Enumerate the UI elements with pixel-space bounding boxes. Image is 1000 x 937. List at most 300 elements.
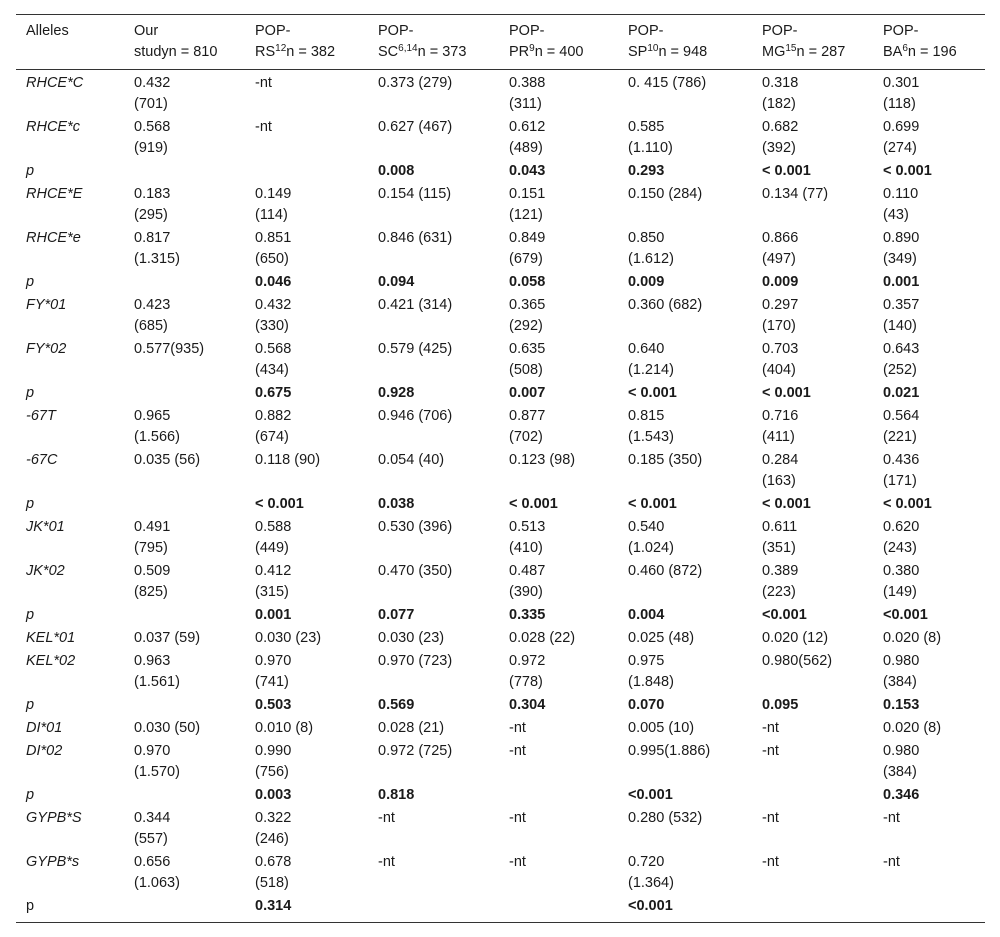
allele-name: DI*01 <box>26 720 63 736</box>
p-value-cell <box>752 604 873 627</box>
frequency-value: 0.360 (682) <box>628 297 703 313</box>
frequency-value: 0.373 (279) <box>378 75 453 91</box>
header-pop-ref: 9 <box>529 43 535 54</box>
p-value-cell <box>499 694 618 717</box>
frequency-value: -nt <box>255 119 272 135</box>
frequency-value: 0.380 <box>883 563 920 579</box>
frequency-cell <box>873 717 985 740</box>
frequency-cell <box>124 627 245 650</box>
p-value: <0.001 <box>762 607 807 623</box>
frequency-cell <box>873 449 985 493</box>
allele-row <box>16 717 985 740</box>
p-value-cell <box>618 694 752 717</box>
p-value: 0.928 <box>378 385 415 401</box>
frequency-cell <box>245 627 368 650</box>
p-value-cell <box>124 604 245 627</box>
frequency-value: 0.530 (396) <box>378 519 453 535</box>
p-value-cell <box>124 493 245 516</box>
count-value: (140) <box>883 318 917 334</box>
count-value: (650) <box>255 251 289 267</box>
frequency-cell <box>124 116 245 160</box>
count-value: (825) <box>134 584 168 600</box>
p-value: 0.008 <box>378 163 415 179</box>
p-value-row <box>16 895 985 923</box>
frequency-value: 0.487 <box>509 563 546 579</box>
frequency-value: 0.028 (22) <box>509 630 576 646</box>
count-value: (404) <box>762 362 796 378</box>
frequency-cell <box>124 449 245 493</box>
frequency-value: 0.970 <box>255 653 292 669</box>
allele-name: GYPB*s <box>26 854 80 870</box>
frequency-cell <box>873 116 985 160</box>
frequency-value: 0.890 <box>883 230 920 246</box>
frequency-value: 0.412 <box>255 563 292 579</box>
p-value: 0.314 <box>255 898 292 914</box>
frequency-cell <box>124 516 245 560</box>
frequency-value: 0.357 <box>883 297 920 313</box>
frequency-cell <box>368 70 499 117</box>
frequency-cell <box>873 650 985 694</box>
header-pop-n: n = 196 <box>907 44 957 60</box>
frequency-cell <box>499 227 618 271</box>
p-value-cell <box>873 784 985 807</box>
p-value-cell <box>873 895 985 923</box>
frequency-cell <box>873 338 985 382</box>
frequency-value: 0.611 <box>762 519 798 535</box>
p-label: p <box>26 385 35 401</box>
header-pop-sp <box>618 15 752 70</box>
count-value: (410) <box>509 540 543 556</box>
p-value: < 0.001 <box>762 496 811 512</box>
count-value: (778) <box>509 674 543 690</box>
p-value: 0.070 <box>628 697 665 713</box>
allele-row <box>16 116 985 160</box>
frequency-value: 0.123 (98) <box>509 452 576 468</box>
p-label: p <box>26 163 35 179</box>
count-value: (182) <box>762 96 796 112</box>
p-value-row <box>16 493 985 516</box>
count-value: (795) <box>134 540 168 556</box>
frequency-value: 0.110 <box>883 186 919 202</box>
frequency-value: 0.980(562) <box>762 653 833 669</box>
count-value: (252) <box>883 362 917 378</box>
frequency-cell <box>499 294 618 338</box>
allele-name: FY*02 <box>26 341 67 357</box>
p-value-cell <box>618 382 752 405</box>
frequency-cell <box>752 807 873 851</box>
frequency-cell <box>499 650 618 694</box>
p-value-cell <box>618 271 752 294</box>
count-value: (1.110) <box>628 140 673 156</box>
frequency-cell <box>368 338 499 382</box>
count-value: (741) <box>255 674 289 690</box>
p-value-row <box>16 160 985 183</box>
frequency-cell <box>368 650 499 694</box>
allele-row <box>16 740 985 784</box>
frequency-cell <box>124 338 245 382</box>
frequency-cell <box>499 405 618 449</box>
frequency-value: 0.577(935) <box>134 341 205 357</box>
frequency-value: -nt <box>509 810 526 826</box>
frequency-cell <box>752 338 873 382</box>
count-value: (518) <box>255 875 289 891</box>
frequency-cell <box>873 516 985 560</box>
count-value: (221) <box>883 429 917 445</box>
p-value: 0.038 <box>378 496 415 512</box>
p-value-cell <box>368 382 499 405</box>
frequency-cell <box>499 627 618 650</box>
frequency-value: 0.020 (12) <box>762 630 829 646</box>
frequency-cell <box>752 183 873 227</box>
allele-name: DI*02 <box>26 743 63 759</box>
p-value-cell <box>618 895 752 923</box>
header-pop-ref: 6 <box>902 43 908 54</box>
frequency-value: 0.344 <box>134 810 171 826</box>
p-value-cell <box>873 493 985 516</box>
p-value-row <box>16 271 985 294</box>
p-value-row <box>16 784 985 807</box>
count-value: (557) <box>134 831 168 847</box>
frequency-cell <box>618 851 752 895</box>
frequency-value: 0.568 <box>255 341 292 357</box>
allele-name: KEL*01 <box>26 630 76 646</box>
p-value-cell <box>752 694 873 717</box>
p-value-cell <box>124 382 245 405</box>
p-value-cell <box>618 160 752 183</box>
count-value: (311) <box>509 96 542 112</box>
p-value-row <box>16 694 985 717</box>
count-value: (674) <box>255 429 289 445</box>
frequency-value: 0.318 <box>762 75 799 91</box>
frequency-value: 0.389 <box>762 563 799 579</box>
frequency-cell <box>873 227 985 271</box>
count-value: (315) <box>255 584 289 600</box>
allele-row <box>16 227 985 271</box>
p-value-cell <box>245 694 368 717</box>
header-pop-line1: POP- <box>628 23 664 39</box>
header-pop-ba <box>873 15 985 70</box>
header-pop-code: SP <box>628 44 648 60</box>
frequency-cell <box>368 405 499 449</box>
allele-row <box>16 807 985 851</box>
frequency-cell <box>368 183 499 227</box>
allele-name: -67C <box>26 452 58 468</box>
count-value: (246) <box>255 831 289 847</box>
frequency-cell <box>245 116 368 160</box>
frequency-value: 0.588 <box>255 519 292 535</box>
header-our-line2: studyn = 810 <box>134 44 218 60</box>
frequency-cell <box>752 717 873 740</box>
p-value: 0.335 <box>509 607 546 623</box>
frequency-value: 0. 415 (786) <box>628 75 707 91</box>
frequency-cell <box>124 227 245 271</box>
p-value: < 0.001 <box>762 385 811 401</box>
header-our-line1: Our <box>134 23 159 39</box>
frequency-value: 0.284 <box>762 452 799 468</box>
frequency-cell <box>618 405 752 449</box>
allele-row <box>16 183 985 227</box>
count-value: (351) <box>762 540 796 556</box>
p-value-cell <box>124 271 245 294</box>
p-value-cell <box>752 271 873 294</box>
p-value-cell <box>499 784 618 807</box>
frequency-value: 0.980 <box>883 743 920 759</box>
frequency-value: 0.990 <box>255 743 292 759</box>
frequency-value: 0.151 <box>509 186 546 202</box>
p-value: < 0.001 <box>883 163 932 179</box>
p-value: 0.675 <box>255 385 292 401</box>
frequency-cell <box>752 116 873 160</box>
count-value: (434) <box>255 362 289 378</box>
frequency-value: 0.970 <box>134 743 171 759</box>
p-label: p <box>26 274 35 290</box>
frequency-value: 0.365 <box>509 297 546 313</box>
frequency-value: 0.703 <box>762 341 799 357</box>
allele-name: JK*01 <box>26 519 65 535</box>
p-label: p <box>26 697 35 713</box>
table-body <box>16 70 985 923</box>
frequency-value: 0.423 <box>134 297 171 313</box>
p-value: < 0.001 <box>762 163 811 179</box>
frequency-cell <box>368 116 499 160</box>
frequency-cell <box>245 294 368 338</box>
table-container <box>16 14 985 923</box>
frequency-cell <box>245 449 368 493</box>
alleles-table <box>16 14 985 923</box>
frequency-value: -nt <box>509 854 526 870</box>
header-pop-code: RS <box>255 44 276 60</box>
p-value: 0.077 <box>378 607 415 623</box>
frequency-cell <box>124 560 245 604</box>
frequency-cell <box>499 183 618 227</box>
header-pop-line1: POP- <box>762 23 798 39</box>
allele-row <box>16 449 985 493</box>
frequency-cell <box>618 740 752 784</box>
header-pop-line1: POP- <box>509 23 545 39</box>
frequency-value: 0.716 <box>762 408 799 424</box>
frequency-value: -nt <box>509 743 526 759</box>
frequency-cell <box>873 294 985 338</box>
frequency-cell <box>499 807 618 851</box>
p-value: 0.004 <box>628 607 665 623</box>
p-value-row <box>16 604 985 627</box>
frequency-value: -nt <box>255 75 272 91</box>
frequency-value: 0.460 (872) <box>628 563 703 579</box>
header-pop-n: n = 948 <box>658 44 708 60</box>
frequency-cell <box>873 627 985 650</box>
allele-name: GYPB*S <box>26 810 82 826</box>
frequency-cell <box>618 449 752 493</box>
header-pop-code: MG <box>762 44 786 60</box>
p-value: 0.304 <box>509 697 546 713</box>
frequency-cell <box>618 627 752 650</box>
frequency-value: 0.640 <box>628 341 665 357</box>
p-label: p <box>26 787 35 803</box>
header-pop-mg <box>752 15 873 70</box>
p-value-cell <box>873 382 985 405</box>
frequency-cell <box>124 183 245 227</box>
count-value: (756) <box>255 764 289 780</box>
count-value: (1.315) <box>134 251 180 267</box>
frequency-cell <box>245 650 368 694</box>
count-value: (163) <box>762 473 796 489</box>
frequency-value: -nt <box>762 810 779 826</box>
frequency-value: 0.280 (532) <box>628 810 703 826</box>
frequency-value: 0.388 <box>509 75 546 91</box>
count-value: (702) <box>509 429 543 445</box>
frequency-value: 0.149 <box>255 186 292 202</box>
frequency-value: 0.564 <box>883 408 920 424</box>
frequency-cell <box>618 650 752 694</box>
frequency-value: 0.815 <box>628 408 665 424</box>
frequency-value: 0.491 <box>134 519 171 535</box>
p-value-cell <box>124 784 245 807</box>
frequency-cell <box>245 70 368 117</box>
p-value-cell <box>873 694 985 717</box>
frequency-value: 0.846 (631) <box>378 230 453 246</box>
frequency-value: -nt <box>883 810 900 826</box>
allele-name: -67T <box>26 408 56 424</box>
frequency-value: 0.154 (115) <box>378 186 452 202</box>
frequency-value: 0.421 (314) <box>378 297 453 313</box>
count-value: (349) <box>883 251 917 267</box>
frequency-value: 0.005 (10) <box>628 720 695 736</box>
frequency-value: 0.980 <box>883 653 920 669</box>
p-value-cell <box>873 271 985 294</box>
header-pop-line1: POP- <box>255 23 291 39</box>
frequency-value: -nt <box>762 743 779 759</box>
allele-row <box>16 70 985 117</box>
p-value: < 0.001 <box>509 496 558 512</box>
frequency-value: 0.882 <box>255 408 292 424</box>
frequency-cell <box>618 516 752 560</box>
p-value-row <box>16 382 985 405</box>
frequency-value: 0.682 <box>762 119 799 135</box>
frequency-value: 0.946 (706) <box>378 408 453 424</box>
allele-name: RHCE*c <box>26 119 80 135</box>
frequency-value: 0.851 <box>255 230 292 246</box>
frequency-value: 0.183 <box>134 186 171 202</box>
p-label: p <box>16 895 124 923</box>
frequency-value: 0.643 <box>883 341 920 357</box>
count-value: (919) <box>134 140 168 156</box>
p-value-cell <box>618 493 752 516</box>
allele-row <box>16 650 985 694</box>
frequency-cell <box>618 560 752 604</box>
frequency-value: 0.678 <box>255 854 292 870</box>
frequency-value: 0.995(1.886) <box>628 743 711 759</box>
count-value: (392) <box>762 140 796 156</box>
frequency-cell <box>499 338 618 382</box>
p-value-cell <box>618 604 752 627</box>
p-value-cell <box>499 493 618 516</box>
allele-row <box>16 294 985 338</box>
frequency-value: 0.134 (77) <box>762 186 829 202</box>
frequency-value: 0.963 <box>134 653 171 669</box>
frequency-cell <box>245 560 368 604</box>
frequency-value: 0.970 (723) <box>378 653 453 669</box>
p-value-cell <box>368 604 499 627</box>
frequency-value: 0.025 (48) <box>628 630 695 646</box>
frequency-cell <box>752 627 873 650</box>
frequency-value: 0.118 (90) <box>255 452 321 468</box>
allele-name: JK*02 <box>26 563 65 579</box>
p-value: <0.001 <box>628 898 673 914</box>
count-value: (43) <box>883 207 909 223</box>
frequency-cell <box>245 851 368 895</box>
allele-name: RHCE*e <box>26 230 81 246</box>
header-pop-n: n = 400 <box>534 44 584 60</box>
frequency-value: -nt <box>378 810 395 826</box>
count-value: (1.024) <box>628 540 674 556</box>
frequency-value: 0.620 <box>883 519 920 535</box>
frequency-cell <box>873 70 985 117</box>
p-value-cell <box>368 271 499 294</box>
header-pop-code: SC <box>378 44 399 60</box>
count-value: (295) <box>134 207 168 223</box>
frequency-value: -nt <box>762 720 779 736</box>
header-pop-ref: 12 <box>275 43 287 54</box>
frequency-cell <box>499 70 618 117</box>
header-pop-code: PR <box>509 44 530 60</box>
allele-name: RHCE*E <box>26 186 83 202</box>
p-value-cell <box>245 784 368 807</box>
frequency-cell <box>245 516 368 560</box>
header-pop-code: BA <box>883 44 903 60</box>
p-value: <0.001 <box>628 787 673 803</box>
frequency-cell <box>245 183 368 227</box>
frequency-cell <box>618 717 752 740</box>
count-value: (685) <box>134 318 168 334</box>
frequency-value: -nt <box>378 854 395 870</box>
header-row <box>16 15 985 70</box>
frequency-value: 0.037 (59) <box>134 630 201 646</box>
count-value: (292) <box>509 318 543 334</box>
allele-row <box>16 627 985 650</box>
header-pop-rs <box>245 15 368 70</box>
p-value-cell <box>499 271 618 294</box>
frequency-cell <box>368 627 499 650</box>
frequency-cell <box>752 650 873 694</box>
count-value: (243) <box>883 540 917 556</box>
frequency-value: 0.020 (8) <box>883 720 942 736</box>
header-alleles-label: Alleles <box>26 23 69 39</box>
count-value: (411) <box>762 429 795 445</box>
header-pop-n: n = 382 <box>286 44 336 60</box>
p-value: 0.346 <box>883 787 920 803</box>
allele-name: KEL*02 <box>26 653 76 669</box>
frequency-cell <box>124 294 245 338</box>
frequency-cell <box>873 851 985 895</box>
count-value: (114) <box>255 207 288 223</box>
frequency-cell <box>245 717 368 740</box>
frequency-value: 0.612 <box>509 119 546 135</box>
frequency-cell <box>368 516 499 560</box>
p-value-cell <box>752 784 873 807</box>
frequency-cell <box>245 807 368 851</box>
frequency-value: 0.817 <box>134 230 171 246</box>
frequency-cell <box>618 227 752 271</box>
p-value-cell <box>752 895 873 923</box>
frequency-cell <box>752 516 873 560</box>
p-value: 0.009 <box>628 274 665 290</box>
p-value-cell <box>499 604 618 627</box>
frequency-cell <box>368 851 499 895</box>
frequency-cell <box>618 338 752 382</box>
p-label: p <box>26 496 35 512</box>
frequency-cell <box>245 740 368 784</box>
p-value: 0.094 <box>378 274 415 290</box>
